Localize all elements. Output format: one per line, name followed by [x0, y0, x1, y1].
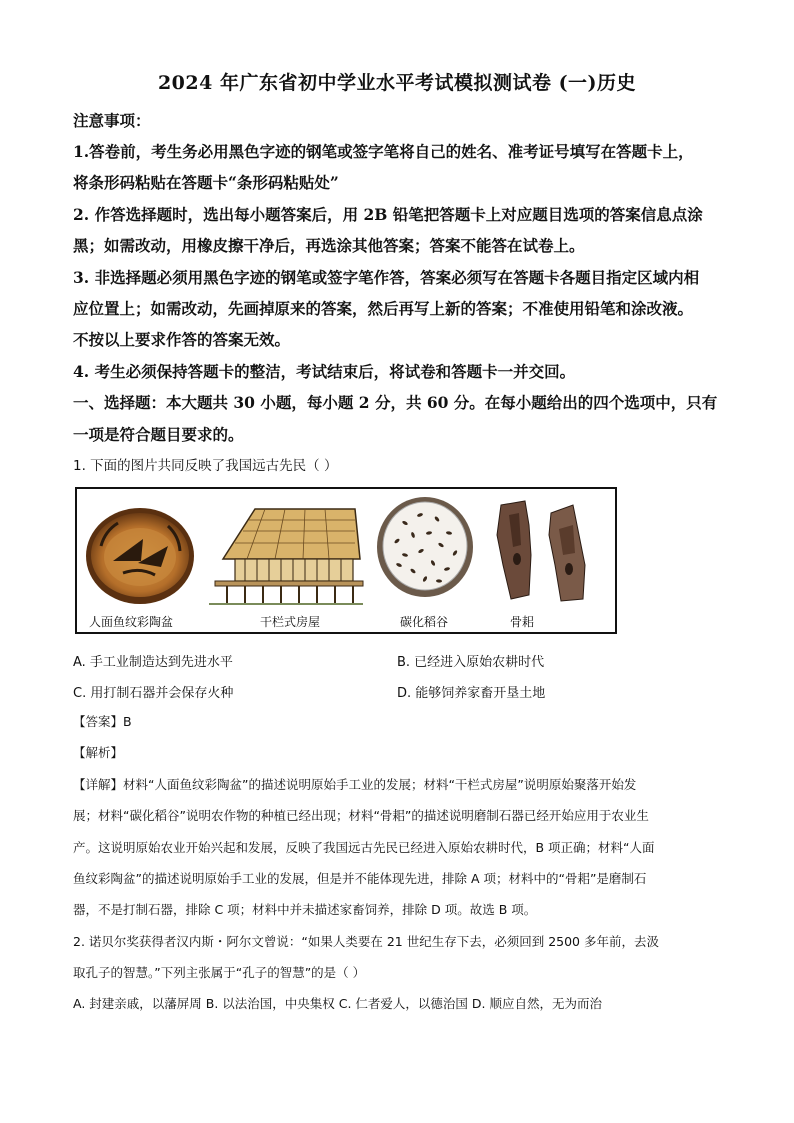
notice-line: 应位置上；如需改动，先画掉原来的答案，然后再写上新的答案；不准使用铅笔和涂改液。 — [73, 299, 694, 318]
painted-pottery-basin-image — [83, 501, 198, 611]
bone-spade-image — [489, 495, 595, 607]
carbonized-rice-image — [375, 493, 475, 601]
notice-line: 不按以上要求作答的答案无效。 — [73, 330, 291, 349]
explanation-line: 产。这说明原始农业开始兴起和发展，反映了我国远古先民已经进入原始农耕时代，B 项正确；材料“人面 — [73, 840, 655, 855]
answer-label: 【答案】B — [73, 714, 132, 729]
notice-line: 黑；如需改动，用橡皮擦干净后，再选涂其他答案；答案不能答在试卷上。 — [73, 236, 585, 255]
section-heading: 一项是符合题目要求的。 — [73, 425, 244, 444]
explanation-line: 展；材料“碳化稻谷”说明农作物的种植已经出现；材料“骨耜”的描述说明磨制石器已经开始应用于农业生 — [73, 808, 649, 823]
question-2-stem: 取孔子的智慧。”下列主张属于“孔子的智慧”的是（ ） — [73, 965, 366, 980]
question-2-options: A. 封建亲戚，以藩屏周 B. 以法治国，中央集权 C. 仁者爱人，以德治国 D. 顺应自然，无为而治 — [73, 996, 602, 1011]
section-heading: 一、选择题：本大题共 30 小题，每小题 2 分，共 60 分。在每小题给出的四个选项中，只有 — [73, 393, 718, 412]
question-1-figure — [75, 487, 617, 634]
stilt-house-image — [205, 503, 365, 607]
option-a: A. 手工业制造达到先进水平 — [73, 655, 233, 670]
figure-caption: 人面鱼纹彩陶盆 — [88, 615, 173, 629]
notice-line: 4. 考生必须保持答题卡的整洁，考试结束后，将试卷和答题卡一并交回。 — [73, 362, 576, 381]
figure-caption: 碳化稻谷 — [399, 615, 448, 629]
option-d: D. 能够饲养家畜开垦土地 — [397, 686, 546, 701]
explanation-line: 鱼纹彩陶盆”的描述说明原始手工业的发展，但是并不能体现先进，排除 A 项；材料中的“骨耜”是磨制石 — [73, 871, 647, 886]
figure-caption: 干栏式房屋 — [259, 615, 320, 629]
notice-line: 2. 作答选择题时，选出每小题答案后，用 2B 铅笔把答题卡上对应题目选项的答案信息点涂 — [73, 205, 703, 224]
page-title: 2024 年广东省初中学业水平考试模拟测试卷 (一)历史 — [157, 72, 637, 94]
option-b: B. 已经进入原始农耕时代 — [397, 655, 545, 670]
question-2-stem: 2. 诺贝尔奖获得者汉内斯・阿尔文曾说：“如果人类要在 21 世纪生存下去，必须回到 2500 多年前，去汲 — [73, 934, 659, 949]
explanation-line: 器，不是打制石器，排除 C 项；材料中并未描述家畜饲养，排除 D 项。故选 B 项。 — [73, 902, 537, 917]
notice-line: 将条形码粘贴在答题卡“条形码粘贴处” — [73, 173, 339, 192]
question-1-stem: 1. 下面的图片共同反映了我国远古先民（ ） — [73, 458, 338, 474]
notice-line: 3. 非选择题必须用黑色字迹的钢笔或签字笔作答，答案必须写在答题卡各题目指定区域内相 — [73, 268, 700, 287]
notice-line: 1.答卷前，考生务必用黑色字迹的钢笔或签字笔将自己的姓名、准考证号填写在答题卡上， — [73, 142, 694, 161]
explanation-line: 【详解】材料“人面鱼纹彩陶盆”的描述说明原始手工业的发展；材料“干栏式房屋”说明原始聚落开始发 — [73, 777, 637, 792]
figure-caption: 骨耜 — [509, 615, 534, 629]
option-c: C. 用打制石器并会保存火种 — [73, 686, 234, 701]
analysis-label: 【解析】 — [73, 745, 124, 760]
notice-heading: 注意事项： — [73, 111, 151, 130]
